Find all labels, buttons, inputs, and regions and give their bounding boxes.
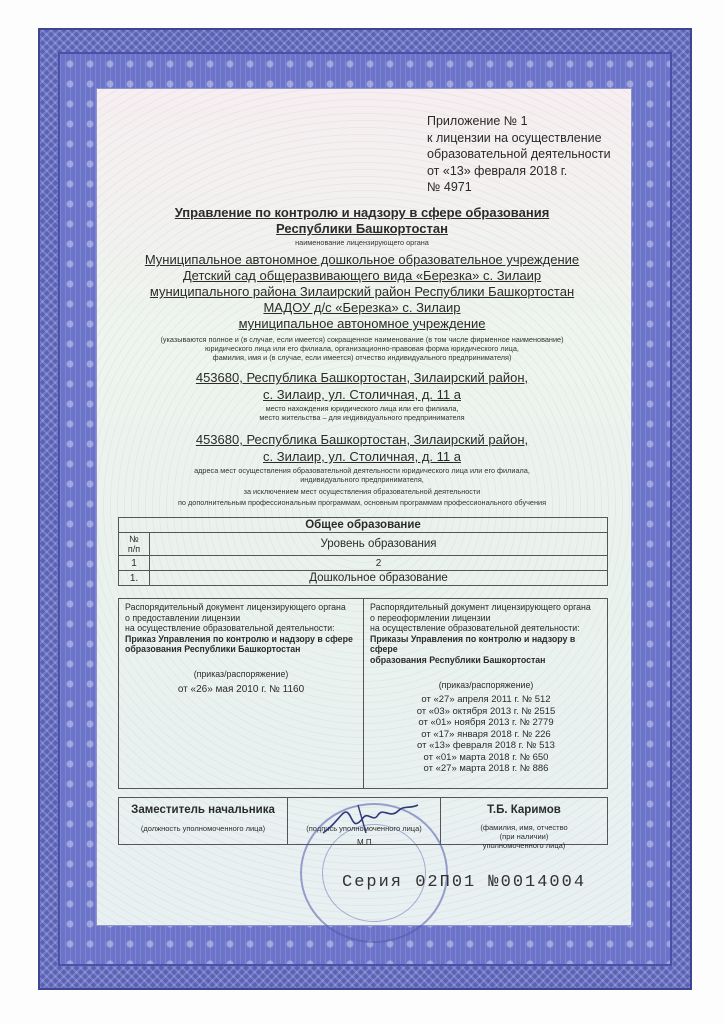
name-caption-line: (при наличии) xyxy=(499,832,549,841)
activity-address-caption2: индивидуального предпринимателя, xyxy=(300,475,424,484)
reissuance-order: от «13» февраля 2018 г. № 513 xyxy=(417,740,555,752)
address-caption1: место нахождения юридического лица или его филиала, xyxy=(265,404,459,413)
organization-line5: муниципальное автономное учреждение xyxy=(238,316,486,331)
official-name-caption xyxy=(441,823,607,850)
reissuance-order: от «27» апреля 2011 г. № 512 xyxy=(421,694,551,706)
name-caption-line: (фамилия, имя, отчество xyxy=(480,823,568,832)
organization-caption3: фамилия, имя и (в случае, если имеется) отчество индивидуального предпринимателя) xyxy=(212,353,512,362)
reissuance-order: от «03» октября 2013 г. № 2515 xyxy=(416,705,556,717)
official-position-cell xyxy=(119,798,288,844)
header-number-abbr: п/п xyxy=(127,544,141,554)
education-levels-table xyxy=(118,517,608,586)
reissuance-doc-type: (приказ/распоряжение) xyxy=(438,679,534,690)
reissuance-doc-line: на осуществление образовательной деятельности: xyxy=(370,623,580,634)
issuance-doc-line: о предоставлении лицензии xyxy=(125,612,241,623)
authority-name-line2: Республики Башкортостан xyxy=(276,221,448,236)
official-name: Т.Б. Каримов xyxy=(487,804,561,816)
table-index-2: 2 xyxy=(150,556,608,571)
issuance-doc-title: образования Республики Башкортостан xyxy=(125,644,301,655)
issuance-doc-line: на осуществление образовательной деятельности: xyxy=(125,623,335,634)
reissuance-doc-line: Распорядительный документ лицензирующего органа xyxy=(370,602,591,612)
organization-line1: Муниципальное автономное дошкольное образовательное учреждение xyxy=(144,252,580,267)
reissuance-order: от «17» января 2018 г. № 226 xyxy=(421,728,551,740)
signature-caption: (подпись уполномоченного лица) xyxy=(306,824,422,833)
activity-address-line1: 453680, Республика Башкортостан, Зилаирский район, xyxy=(195,432,529,447)
table-header-number xyxy=(119,533,150,556)
appendix-line: Приложение № 1 xyxy=(427,114,528,128)
appendix-line: к лицензии на осуществление xyxy=(427,130,602,145)
reissuance-doc-line: о переоформлении лицензии xyxy=(370,612,491,623)
reissuance-order: от «27» марта 2018 г. № 886 xyxy=(423,763,549,775)
organization-line2: Детский сад общеразвивающего вида «Березка» с. Зилаир xyxy=(182,268,542,283)
issuance-doc-title: Приказ Управления по контролю и надзору в сфере xyxy=(125,633,353,644)
reissuance-doc-title: Приказы Управления по контролю и надзору в сфере xyxy=(370,633,576,655)
table-title: Общее образование xyxy=(119,518,608,533)
header-number-symbol: № xyxy=(129,534,139,544)
activity-address-caption1: адреса мест осуществления образовательной деятельности юридического лица или его филиала, xyxy=(194,466,530,475)
activity-address-line2: с. Зилаир, ул. Столичная, д. 11 а xyxy=(263,449,461,464)
table-row-level: Дошкольное образование xyxy=(150,571,608,586)
organization-line4: МАДОУ д/с «Березка» с. Зилаир xyxy=(263,300,461,315)
address-line2: с. Зилаир, ул. Столичная, д. 11 а xyxy=(263,387,461,402)
appendix-header xyxy=(427,113,611,196)
appendix-line: от «13» февраля 2018 г. xyxy=(427,163,568,178)
activity-address-caption3: за исключением мест осуществления образовательной деятельности xyxy=(243,487,481,496)
table-header-level: Уровень образования xyxy=(150,533,608,556)
table-row-number: 1. xyxy=(119,571,150,586)
reissuance-orders-list xyxy=(370,694,602,775)
organization-caption1: (указываются полное и (в случае, если имеется) сокращенное наименование (в том числе фирменное наименование) xyxy=(160,335,564,344)
activity-address-caption4: по дополнительным профессиональным программам, основным программам профессионального обучения xyxy=(177,498,547,507)
appendix-line: № 4971 xyxy=(427,180,472,195)
issuance-doc-line: Распорядительный документ лицензирующего органа xyxy=(125,602,346,612)
official-position-caption: (должность уполномоченного лица) xyxy=(140,824,266,833)
reissuance-order: от «01» ноября 2013 г. № 2779 xyxy=(418,717,554,729)
name-caption-line: уполномоченного лица) xyxy=(482,841,566,850)
reissuance-doc-title: образования Республики Башкортостан xyxy=(370,654,546,665)
reissuance-order: от «01» марта 2018 г. № 650 xyxy=(423,751,549,763)
reissuance-documents xyxy=(364,599,608,788)
authority-name-line1: Управление по контролю и надзору в сфере образования xyxy=(174,205,550,220)
issuance-doc-order: от «26» мая 2010 г. № 1160 xyxy=(177,683,305,695)
official-name-cell xyxy=(441,798,607,850)
serial-number: Серия 02П01 №0014004 xyxy=(342,873,587,892)
table-index-1: 1 xyxy=(119,556,150,571)
organization-line3: муниципального района Зилаирский район Республики Башкортостан xyxy=(149,284,575,299)
appendix-line: образовательной деятельности xyxy=(427,147,611,162)
stamp-label: М.П. xyxy=(357,838,374,847)
authority-caption: наименование лицензирующего органа xyxy=(295,238,429,247)
address-caption2: место жительства – для индивидуального предпринимателя xyxy=(259,413,465,422)
address-line1: 453680, Республика Башкортостан, Зилаирский район, xyxy=(195,370,529,385)
issuance-doc-type: (приказ/распоряжение) xyxy=(193,668,289,679)
handwritten-signature xyxy=(318,793,428,843)
official-position: Заместитель начальника xyxy=(131,804,275,816)
decision-documents-block xyxy=(118,598,608,789)
issuance-document xyxy=(119,599,364,788)
organization-caption2: юридического лица или его филиала, организационно-правовая форма юридического лица, xyxy=(205,344,519,353)
